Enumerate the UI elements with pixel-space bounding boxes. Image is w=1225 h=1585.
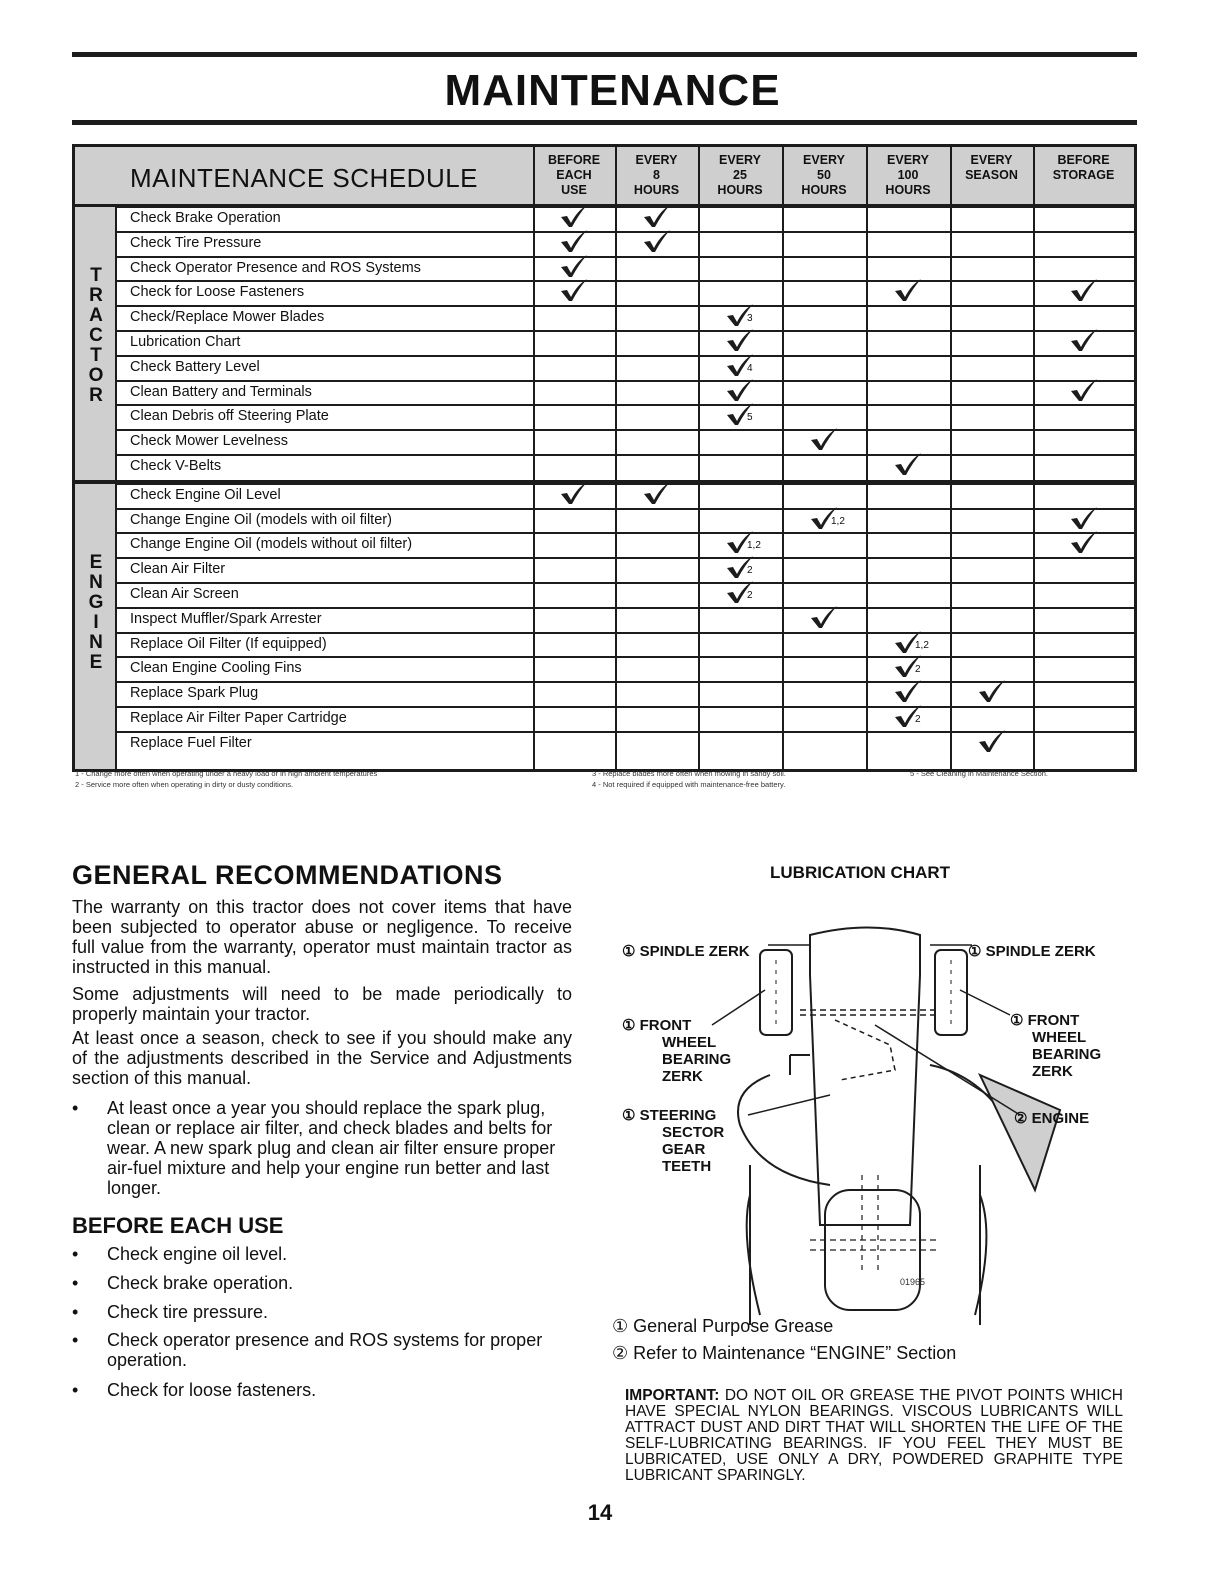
- side-letter: O: [88, 365, 104, 386]
- column-divider: [615, 147, 617, 769]
- check-mark-icon: [725, 353, 757, 377]
- column-header: [1033, 153, 1134, 183]
- side-letter: R: [89, 285, 103, 306]
- task-label: Check Operator Presence and ROS Systems: [130, 259, 421, 276]
- row-divider: [115, 557, 1134, 559]
- check-mark-icon: [559, 278, 591, 302]
- check-mark-icon: [893, 452, 925, 476]
- check-mark-icon: [642, 204, 674, 228]
- column-header-line: 25: [733, 168, 747, 182]
- column-divider: [1033, 147, 1035, 769]
- check-mark-icon: [1069, 506, 1101, 530]
- column-header-line: 100: [897, 168, 919, 182]
- list-item: [72, 1302, 572, 1322]
- row-divider: [115, 231, 1134, 233]
- list-item-text: Check tire pressure.: [107, 1302, 269, 1322]
- check-mark-icon: [642, 229, 674, 253]
- check-mark-icon: [893, 278, 925, 302]
- footnote-5: 5 - See Cleaning in Maintenance Section.: [910, 769, 1049, 778]
- footnote-1: 1 - Change more often when operating under a heavy load or in high ambient temperatures: [75, 769, 378, 778]
- column-header-line: SEASON: [965, 168, 1018, 182]
- row-divider: [115, 429, 1134, 431]
- check-mark-icon: [559, 254, 591, 278]
- important-note: [625, 1388, 1123, 1484]
- check-footnote-ref: 1,2: [747, 540, 761, 552]
- footnote-4: 4 - Not required if equipped with maintenance-free battery.: [592, 780, 786, 789]
- check-mark-icon: [809, 427, 841, 451]
- list-item-text: Check operator presence and ROS systems for proper operation.: [107, 1330, 543, 1370]
- legend-engine: ② Refer to Maintenance “ENGINE” Section: [612, 1343, 957, 1363]
- bullet-dot: •: [72, 1302, 79, 1322]
- side-letter: R: [89, 385, 103, 406]
- check-mark-icon: [725, 530, 761, 554]
- check-footnote-ref: 1,2: [831, 515, 845, 527]
- check-mark-icon: [893, 679, 925, 703]
- footnote-3: 3 - Replace blades more often when mowing in sandy soil.: [592, 769, 786, 778]
- side-letter: E: [89, 651, 103, 673]
- check-mark-icon: [893, 704, 925, 728]
- column-header-line: HOURS: [717, 183, 763, 197]
- column-divider: [782, 147, 784, 769]
- task-label: Check Tire Pressure: [130, 234, 262, 251]
- steering-sector-label: [622, 1107, 724, 1175]
- side-letter: I: [93, 611, 99, 633]
- row-divider: [115, 532, 1134, 534]
- column-header-line: 8: [653, 168, 660, 182]
- column-header: [615, 153, 698, 198]
- task-label: Clean Debris off Steering Plate: [130, 408, 329, 425]
- important-text: DO NOT OIL OR GREASE THE PIVOT POINTS WHICH HAVE SPECIAL NYLON BEARINGS. VISCOUS LUBRICANTS WILL ATTRACT DUST AND DIRT THAT WILL SHORTEN THE LIFE OF THE SELF-LUBRICATING BEARINGS. IF YOU FEEL THEY MUST BE LUBRICATED, USE ONLY A DRY, POWDERED GRAPHITE TYPE LUBRICANT SPARINGLY.: [625, 1387, 1123, 1484]
- column-header-line: USE: [561, 183, 587, 197]
- column-header-line: EVERY: [635, 153, 678, 167]
- side-letter: A: [89, 305, 103, 326]
- lubrication-chart-title: LUBRICATION CHART: [770, 863, 951, 882]
- task-label: Clean Air Filter: [130, 561, 226, 578]
- engine-label: ② ENGINE: [1014, 1110, 1090, 1127]
- bullet-dot: •: [72, 1273, 79, 1293]
- row-divider: [115, 632, 1134, 634]
- top-rule: [72, 52, 1137, 57]
- footnote-2: 2 - Service more often when operating in dirty or dusty conditions.: [75, 780, 294, 789]
- check-footnote-ref: 2: [747, 590, 753, 601]
- row-divider: [115, 483, 1134, 485]
- row-divider: [115, 280, 1134, 282]
- check-mark-icon: [725, 402, 757, 426]
- list-item: [72, 1273, 572, 1293]
- check-footnote-ref: 2: [915, 714, 921, 725]
- row-divider: [115, 582, 1134, 584]
- label-line: ZERK: [1032, 1063, 1073, 1080]
- column-divider: [698, 147, 700, 769]
- check-mark-icon: [559, 204, 591, 228]
- list-item: [72, 1244, 572, 1264]
- check-mark-icon: [725, 378, 757, 402]
- side-letter: N: [89, 631, 103, 653]
- side-letter: C: [89, 325, 103, 346]
- column-divider: [866, 147, 868, 769]
- front-wheel-left-label: [622, 1017, 731, 1085]
- task-label: Replace Oil Filter (If equipped): [130, 635, 327, 652]
- general-paragraph-1: The warranty on this tractor does not cover items that have been subjected to operator abuse or negligence. To receive full value from the warranty, operator must maintain tractor as instructed in this manual.: [72, 897, 572, 977]
- side-letter: T: [90, 265, 102, 286]
- before-each-use-heading: BEFORE EACH USE: [72, 1213, 284, 1238]
- general-paragraph-3: At least once a season, check to see if you should make any of the adjustments described in the Service and Adjustments section of this manual.: [72, 1028, 572, 1088]
- task-label: Check Engine Oil Level: [130, 486, 281, 503]
- list-item-text: Check for loose fasteners.: [107, 1380, 317, 1400]
- list-item: [72, 1330, 572, 1370]
- task-label: Replace Spark Plug: [130, 685, 259, 702]
- column-header-line: 50: [817, 168, 831, 182]
- task-label: Replace Air Filter Paper Cartridge: [130, 710, 347, 726]
- row-divider: [115, 355, 1134, 357]
- check-mark-icon: [1069, 378, 1101, 402]
- row-divider: [115, 404, 1134, 406]
- check-mark-icon: [559, 229, 591, 253]
- column-header-line: EACH: [556, 168, 592, 182]
- check-footnote-ref: 3: [747, 313, 753, 325]
- label-line: TEETH: [662, 1158, 712, 1175]
- legend-grease: ① General Purpose Grease: [612, 1316, 834, 1336]
- check-mark-icon: [1069, 278, 1101, 302]
- check-mark-icon: [725, 580, 757, 604]
- column-header: [950, 153, 1033, 183]
- column-divider: [533, 147, 535, 769]
- check-footnote-ref: 5: [747, 412, 753, 424]
- row-divider: [115, 607, 1134, 609]
- bullet-dot: •: [72, 1330, 79, 1350]
- spindle-zerk-left-label: ① SPINDLE ZERK: [622, 943, 750, 960]
- row-divider: [115, 330, 1134, 332]
- check-mark-icon: [725, 328, 757, 352]
- check-mark-icon: [893, 630, 929, 654]
- label-line: ① FRONT: [622, 1017, 692, 1034]
- task-label: Clean Battery and Terminals: [130, 383, 312, 400]
- schedule-title: MAINTENANCE SCHEDULE: [129, 163, 479, 193]
- row-divider: [115, 256, 1134, 258]
- task-label: Check Mower Levelness: [130, 433, 288, 450]
- page-title: MAINTENANCE: [444, 66, 781, 115]
- spindle-zerk-right-label: ① SPINDLE ZERK: [968, 943, 1096, 960]
- check-mark-icon: [977, 679, 1009, 703]
- column-divider: [950, 147, 952, 769]
- check-mark-icon: [559, 481, 591, 505]
- check-footnote-ref: 2: [915, 664, 921, 676]
- side-letter: T: [90, 345, 102, 366]
- check-mark-icon: [809, 605, 841, 629]
- bullet-dot: •: [72, 1380, 79, 1400]
- task-label: Check V-Belts: [130, 458, 222, 474]
- page-number: 14: [587, 1500, 613, 1525]
- side-letter: E: [89, 551, 103, 573]
- column-header-line: EVERY: [887, 153, 929, 167]
- check-mark-icon: [977, 729, 1009, 753]
- tractor-side-label: [81, 266, 111, 406]
- task-label: Check Battery Level: [130, 358, 260, 375]
- column-header-line: EVERY: [970, 153, 1013, 167]
- label-line: BEARING: [662, 1051, 732, 1068]
- column-header-line: STORAGE: [1052, 168, 1115, 182]
- row-divider: [115, 706, 1134, 708]
- task-label: Change Engine Oil (models with oil filter): [130, 511, 392, 528]
- check-mark-icon: [893, 654, 925, 678]
- task-label: Clean Air Screen: [130, 586, 239, 602]
- task-label: Replace Fuel Filter: [130, 734, 252, 751]
- row-divider: [115, 305, 1134, 307]
- column-header-line: HOURS: [801, 183, 847, 197]
- list-item-text: Check engine oil level.: [107, 1244, 288, 1264]
- front-wheel-right-label: [1010, 1012, 1101, 1080]
- bullet-dot: •: [72, 1244, 79, 1264]
- column-header: [533, 153, 615, 198]
- row-divider: [115, 206, 1134, 208]
- label-line: WHEEL: [1032, 1029, 1087, 1046]
- column-header-line: BEFORE: [547, 153, 601, 167]
- row-divider: [115, 380, 1134, 382]
- label-line: ZERK: [662, 1068, 703, 1085]
- general-recommendations-heading: GENERAL RECOMMENDATIONS: [72, 860, 503, 890]
- column-header-line: EVERY: [803, 153, 845, 167]
- check-mark-icon: [1069, 328, 1101, 352]
- check-mark-icon: [1069, 530, 1101, 554]
- side-letter: N: [89, 571, 103, 593]
- check-footnote-ref: 4: [747, 362, 753, 374]
- check-footnote-ref: 2: [747, 565, 753, 577]
- task-label: Clean Engine Cooling Fins: [130, 660, 302, 677]
- label-line: GEAR: [662, 1141, 706, 1158]
- check-mark-icon: [725, 303, 757, 327]
- list-item-text: Check brake operation.: [107, 1273, 294, 1293]
- column-header-line: BEFORE: [1057, 153, 1110, 167]
- general-paragraph-2: Some adjustments will need to be made periodically to properly maintain your tractor.: [72, 984, 572, 1024]
- task-column-divider: [115, 206, 117, 769]
- side-letter: G: [88, 591, 104, 613]
- label-line: SECTOR: [662, 1124, 725, 1141]
- diagram-code: 01965: [900, 1277, 926, 1287]
- label-line: ① STEERING: [622, 1107, 717, 1124]
- task-label: Check for Loose Fasteners: [130, 284, 305, 301]
- check-footnote-ref: 1,2: [915, 639, 929, 651]
- check-mark-icon: [809, 506, 845, 530]
- column-header-line: HOURS: [633, 183, 680, 197]
- title-rule: [72, 120, 1137, 125]
- label-line: ① FRONT: [1010, 1012, 1080, 1029]
- row-divider: [115, 454, 1134, 456]
- label-line: WHEEL: [662, 1034, 717, 1051]
- column-header-line: EVERY: [719, 153, 761, 167]
- list-item: [72, 1380, 572, 1400]
- check-mark-icon: [642, 481, 674, 505]
- row-divider: [115, 656, 1134, 658]
- general-bullet-text: At least once a year you should replace the spark plug, clean or replace air filter, and check blades and belts for wear. A new spark plug and clean air filter ensure proper air-fuel mixture and help your engine run better and last longer.: [107, 1098, 556, 1198]
- task-label: Change Engine Oil (models without oil filter): [130, 536, 413, 553]
- task-label: Check Brake Operation: [130, 210, 281, 226]
- column-header: [698, 153, 782, 198]
- bullet-dot: •: [72, 1098, 79, 1118]
- maintenance-schedule-table: [72, 144, 1137, 772]
- label-line: BEARING: [1032, 1046, 1102, 1063]
- check-mark-icon: [725, 555, 757, 579]
- column-header: [866, 153, 950, 198]
- general-bullet: [72, 1098, 572, 1198]
- task-label: Check/Replace Mower Blades: [130, 309, 325, 326]
- column-header: [782, 153, 866, 198]
- important-label: IMPORTANT:: [625, 1387, 720, 1404]
- task-label: Inspect Muffler/Spark Arrester: [130, 610, 322, 627]
- row-divider: [115, 508, 1134, 510]
- column-header-line: HOURS: [885, 183, 931, 197]
- task-label: Lubrication Chart: [130, 334, 241, 350]
- engine-side-label: [81, 553, 111, 673]
